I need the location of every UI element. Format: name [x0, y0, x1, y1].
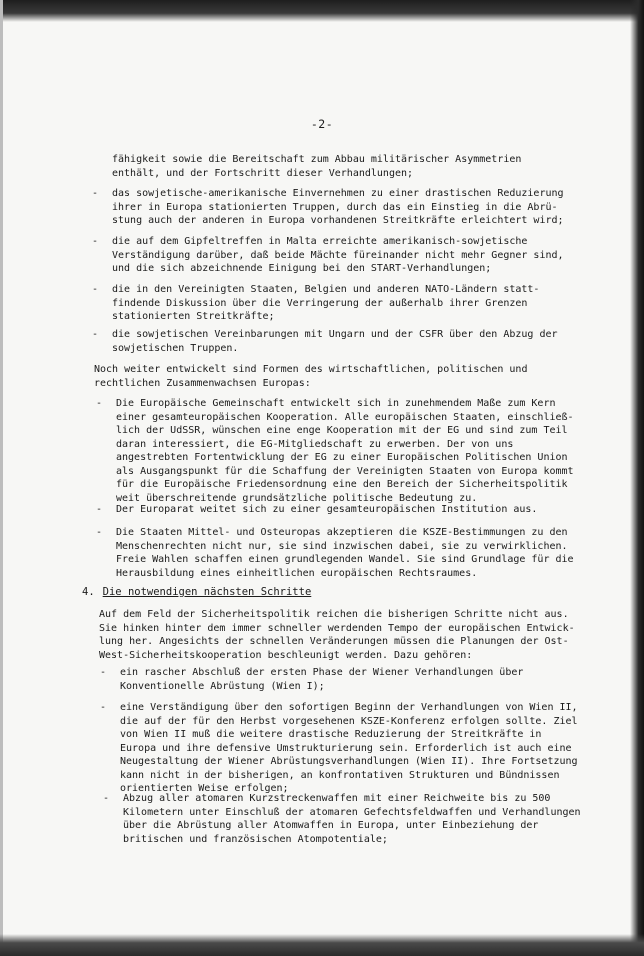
text-line: daran interessiert, die EG-Mitgliedschaft zu erwerben. Der von uns	[116, 438, 514, 450]
text-line: Neugestaltung der Wiener Abrüstungsverhandlungen (Wien II). Ihre Fortsetzung	[120, 756, 578, 767]
list-item	[116, 397, 574, 505]
text-line: Abzug aller atomaren Kurzstreckenwaffen mit einer Reichweite bis zu 500	[123, 793, 551, 804]
paragraph	[99, 608, 575, 662]
text-line: von Wien II muß die weitere drastische Reduzierung der Streitkräfte in	[120, 729, 542, 740]
text-line: Verständigung darüber, daß beide Mächte füreinander nicht mehr Gegner sind,	[112, 249, 564, 261]
text-line: eine Verständigung über den sofortigen Beginn der Verhandlungen von Wien II,	[120, 702, 578, 713]
text-line: die auf der für den Herbst vorgesehenen KSZE-Konferenz erfolgen sollte. Ziel	[120, 715, 578, 727]
text-line: die in den Vereinigten Staaten, Belgien und anderen NATO-Ländern statt-	[112, 284, 540, 295]
bullet-marker: -	[96, 527, 103, 538]
list-item	[112, 283, 539, 324]
text-line: Europa und ihre defensive Umstrukturierung sein. Erforderlich ist auch eine	[120, 742, 572, 754]
section-heading	[82, 586, 311, 600]
bullet-marker: -	[92, 236, 99, 247]
text-line: enthält, und der Fortschritt dieser Verhandlungen;	[112, 167, 414, 179]
text-line: Menschenrechten nicht nur, sie sind inzwischen dabei, sie zu verwirklichen.	[116, 540, 568, 552]
text-line: stung auch der anderen in Europa vorhandenen Streitkräfte erleichtert wird;	[112, 215, 564, 226]
text-line: West-Sicherheitskooperation beschleunigt werden. Dazu gehören:	[99, 649, 473, 661]
scan-edge-top	[0, 0, 644, 22]
text-line: als Ausgangspunkt für die Schaffung der Vereinigten Staaten von Europa kommt	[116, 465, 574, 477]
text-line: findende Diskussion über die Verringerung der außerhalb ihrer Grenzen	[112, 297, 528, 309]
list-item	[112, 187, 564, 228]
bullet-marker: -	[92, 284, 99, 295]
bullet-marker: -	[96, 504, 103, 515]
text-line: ein rascher Abschluß der ersten Phase der Wiener Verhandlungen über	[120, 667, 524, 678]
text-line: Kilometern unter Einschluß der atomaren Gefechtsfeldwaffen und Verhandlungen	[123, 806, 581, 818]
section-number: 4.	[82, 586, 95, 598]
list-item	[120, 701, 578, 796]
text-line: Freie Wahlen schaffen einen grundlegenden Wandel. Sie sind Grundlage für die	[116, 554, 574, 565]
text-line: lung her. Angesichts der schnellen Veränderungen müssen die Planungen der Ost-	[99, 636, 569, 647]
scan-edge-left	[0, 0, 3, 956]
text-line: stationierten Streitkräfte;	[112, 311, 275, 322]
bullet-marker: -	[100, 702, 107, 713]
bullet-marker: -	[100, 667, 107, 678]
text-line: sowjetischen Truppen.	[112, 342, 239, 354]
text-line: die sowjetischen Vereinbarungen mit Ungarn und der CSFR über den Abzug der	[112, 329, 558, 340]
text-line: rechtlichen Zusammenwachsen Europas:	[94, 377, 311, 389]
text-line: das sowjetische-amerikanische Einvernehmen zu einer drastischen Reduzierung	[112, 188, 564, 199]
list-item	[116, 526, 574, 580]
text-line: orientierten Weise erfolgen;	[120, 783, 289, 794]
scan-edge-bottom	[0, 934, 644, 956]
text-line: Konventionelle Abrüstung (Wien I);	[120, 680, 325, 692]
list-item	[123, 792, 581, 846]
text-line: lich der UdSSR, wünschen eine enge Kooperation mit der EG und sind zum Teil	[116, 425, 568, 436]
list-item	[112, 328, 558, 355]
page-number: -2-	[310, 117, 334, 131]
text-line: angestrebten Fortentwicklung der EG zu einer Europäischen Politischen Union	[116, 452, 568, 463]
text-line: weit überschreitende grundsätzliche politische Bedeutung zu.	[116, 492, 478, 504]
text-line: Sie hinken hinter dem immer schneller werdenden Tempo der europäischen Entwick-	[99, 622, 575, 634]
text-line: britischen und französischen Atompotentiale;	[123, 833, 388, 845]
section-title: Die notwendigen nächsten Schritte	[102, 586, 312, 598]
bullet-marker: -	[92, 188, 99, 199]
list-item	[120, 666, 523, 693]
scan-edge-right	[630, 0, 644, 956]
text-line: und die sich abzeichnende Einigung bei den START-Verhandlungen;	[112, 263, 492, 274]
text-line: Auf dem Feld der Sicherheitspolitik reichen die bisherigen Schritte nicht aus.	[99, 609, 569, 620]
paragraph	[94, 363, 527, 390]
list-item	[116, 503, 537, 517]
list-item	[112, 235, 564, 276]
intro-continuation	[112, 153, 521, 180]
bullet-marker: -	[92, 329, 99, 340]
text-line: die auf dem Gipfeltreffen in Malta erreichte amerikanisch-sowjetische	[112, 236, 528, 247]
bullet-marker: -	[96, 398, 103, 409]
text-line: Noch weiter entwickelt sind Formen des wirtschaftlichen, politischen und	[94, 364, 528, 375]
text-line: ihrer in Europa stationierten Truppen, durch das ein Einstieg in die Abrü-	[112, 201, 558, 213]
text-line: für die Europäische Friedensordnung eine den Bereich der Sicherheitspolitik	[116, 479, 568, 490]
text-line: Herausbildung eines einheitlichen europäischen Rechtsraumes.	[116, 567, 478, 579]
text-line: Der Europarat weitet sich zu einer gesamteuropäischen Institution aus.	[116, 504, 538, 515]
bullet-marker: -	[103, 793, 110, 804]
text-line: kann nicht in der bisherigen, an konfrontativen Strukturen und Bündnissen	[120, 769, 560, 781]
text-line: über die Abrüstung aller Atomwaffen in Europa, unter Einbeziehung der	[123, 820, 539, 831]
text-line: einer gesamteuropäischen Kooperation. Alle europäischen Staaten, einschließ-	[116, 411, 574, 423]
text-line: fähigkeit sowie die Bereitschaft zum Abbau militärischer Asymmetrien	[112, 154, 522, 165]
text-line: Die Europäische Gemeinschaft entwickelt sich in zunehmendem Maße zum Kern	[116, 398, 556, 409]
text-line: Die Staaten Mittel- und Osteuropas akzeptieren die KSZE-Bestimmungen zu den	[116, 527, 568, 538]
